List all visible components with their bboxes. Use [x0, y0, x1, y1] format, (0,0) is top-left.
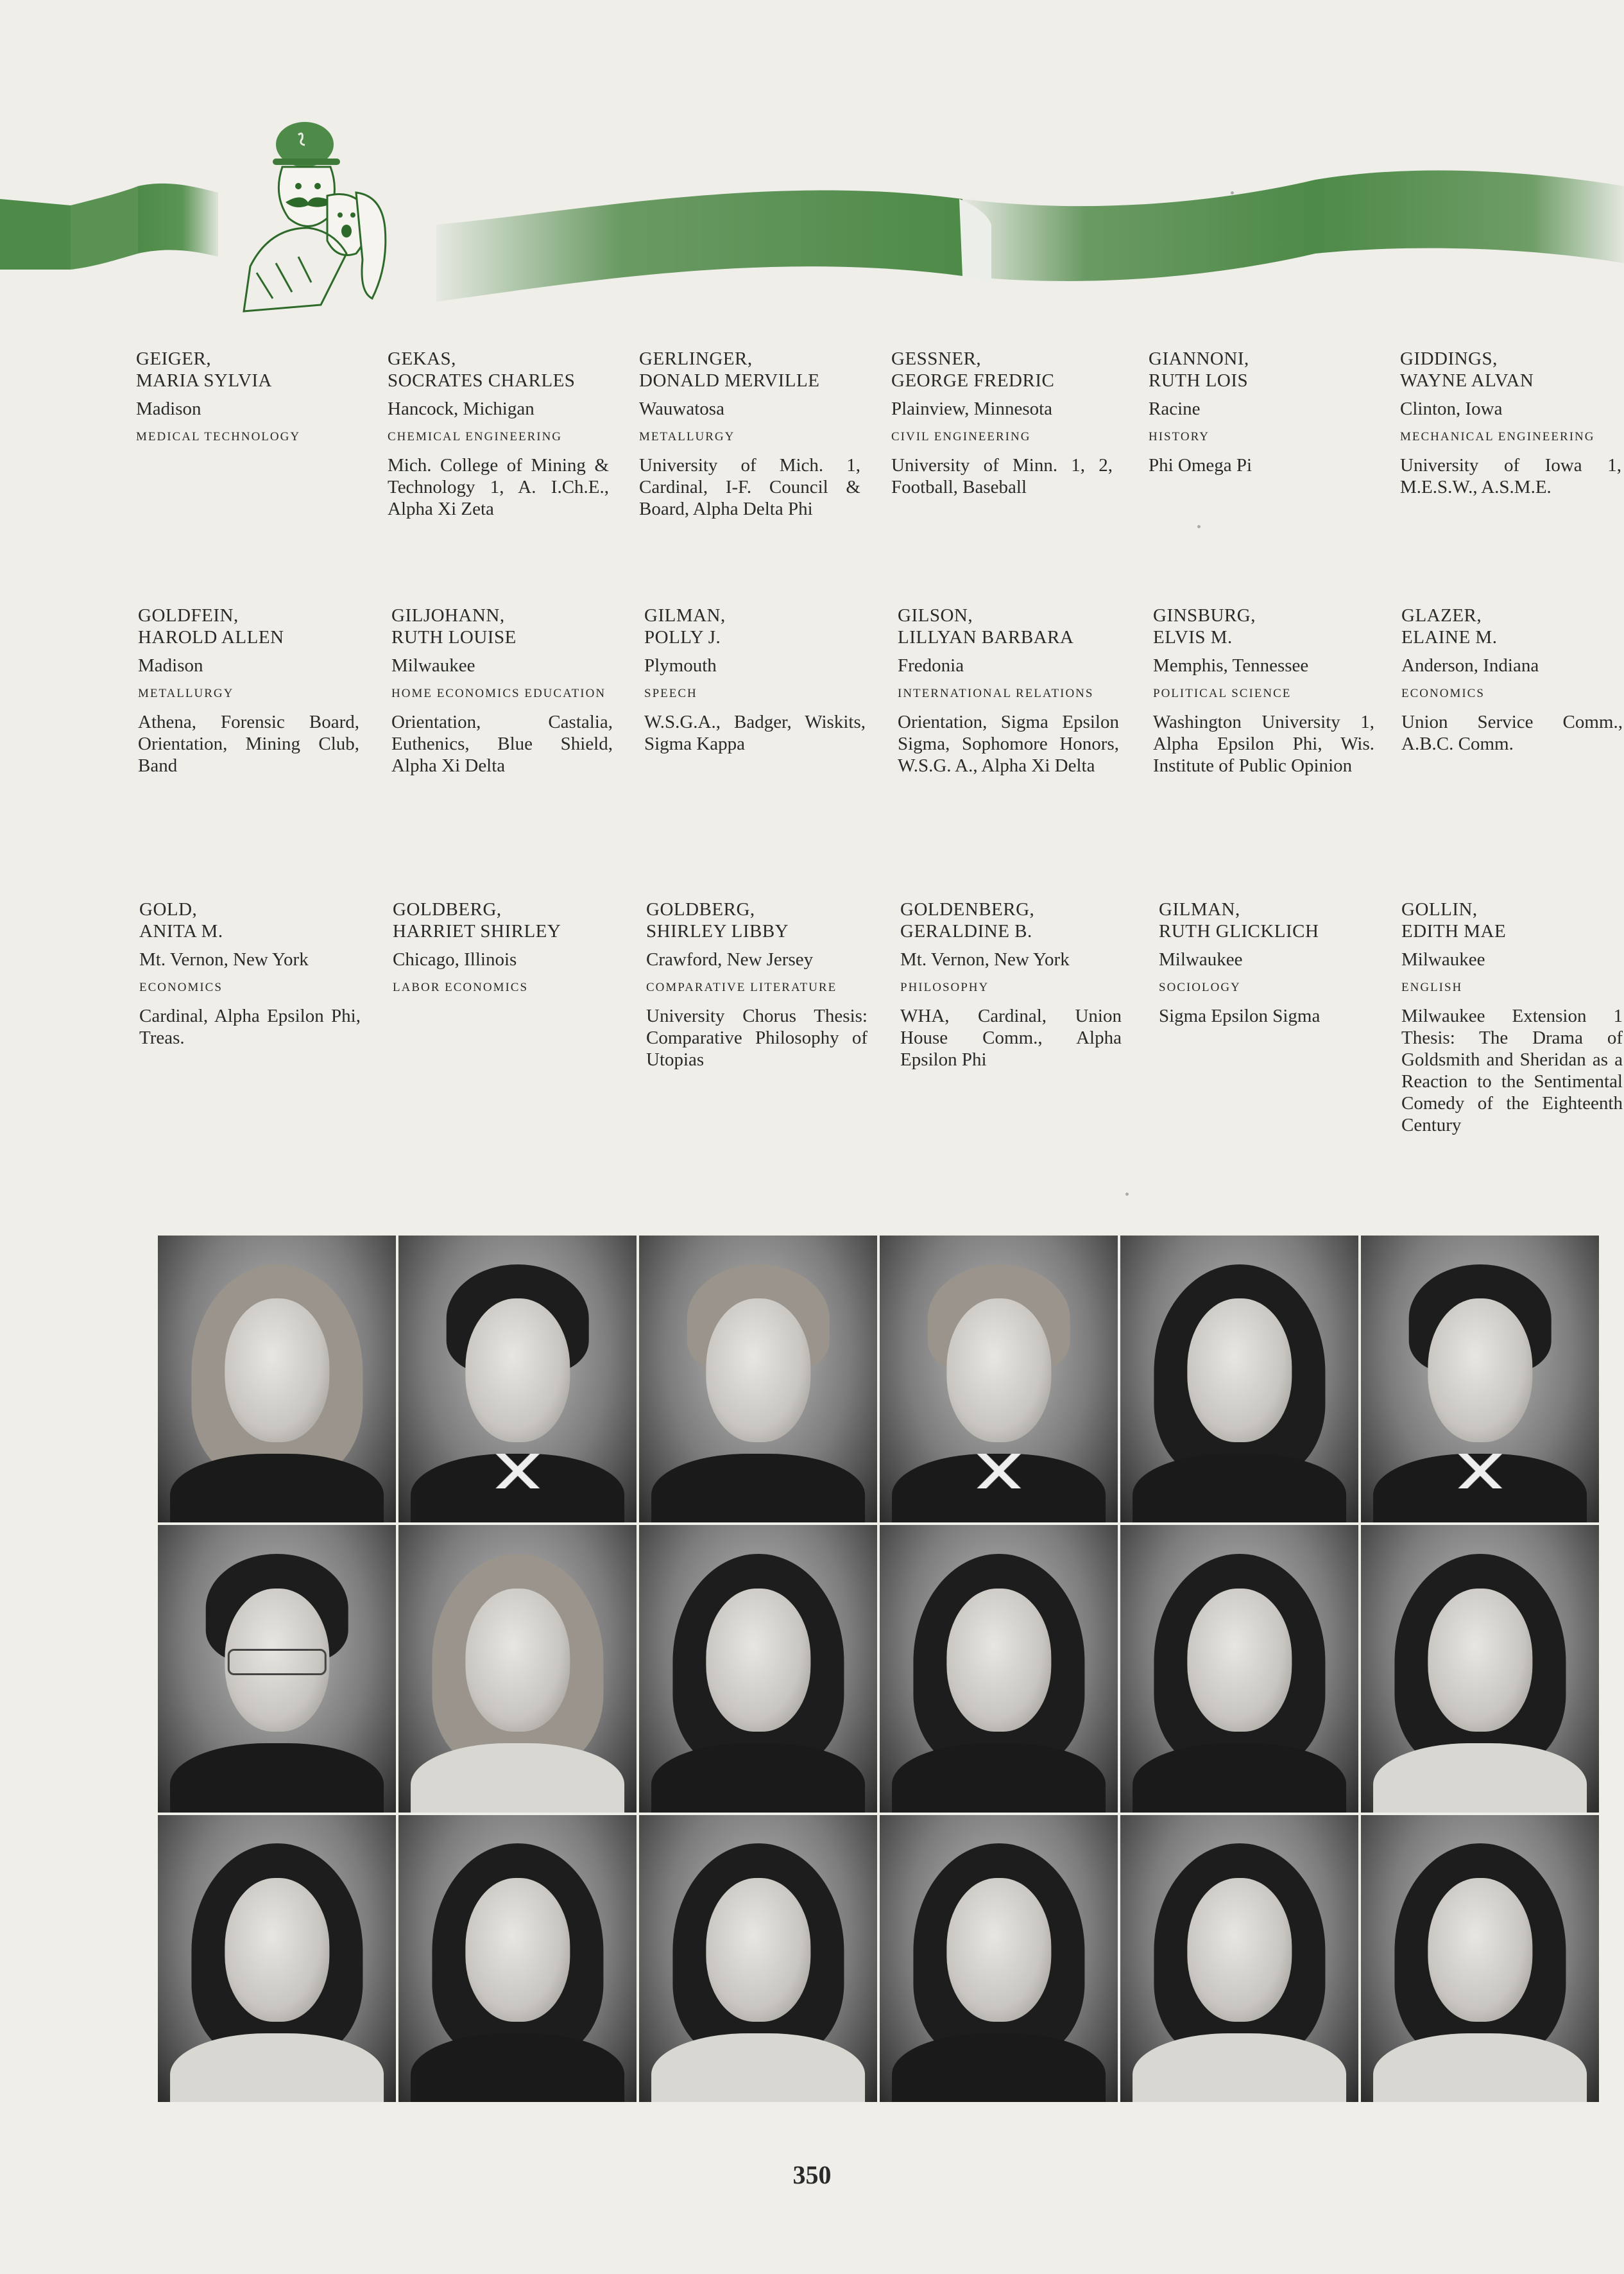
student-hometown: Wauwatosa — [639, 399, 724, 419]
student-major: HISTORY — [1149, 430, 1209, 444]
student-hometown: Racine — [1149, 399, 1201, 419]
student-name: GEKAS, SOCRATES CHARLES — [388, 349, 576, 391]
student-name: GOLDBERG, SHIRLEY LIBBY — [646, 899, 789, 942]
student-hometown: Milwaukee — [1401, 949, 1485, 970]
student-activities: Mich. College of Mining & Technology 1, A. I.Ch.E., Alpha Xi Zeta — [388, 455, 609, 519]
entry-gessner — [891, 348, 1113, 498]
entry-giljohann — [391, 605, 613, 777]
entry-goldfein — [138, 605, 359, 777]
student-major: COMPARATIVE LITERATURE — [646, 981, 837, 994]
student-name: GOLD, ANITA M. — [139, 899, 223, 942]
portrait-gessner — [880, 1236, 1118, 1522]
portrait-gollin — [1361, 1815, 1599, 2102]
portrait-gekas — [398, 1236, 637, 1522]
student-activities: Athena, Forensic Board, Orientation, Mining Club, Band — [138, 712, 359, 776]
student-hometown: Chicago, Illinois — [393, 949, 517, 970]
student-major: ECONOMICS — [139, 981, 223, 994]
portrait-goldenberg — [880, 1815, 1118, 2102]
entry-goldberg-shirley — [646, 899, 868, 1071]
student-hometown: Clinton, Iowa — [1400, 399, 1503, 419]
student-name: GILMAN, POLLY J. — [644, 605, 726, 648]
portrait-gilman-polly — [639, 1525, 877, 1812]
student-major: HOME ECONOMICS EDUCATION — [391, 687, 606, 700]
student-name: GINSBURG, ELVIS M. — [1153, 605, 1256, 648]
student-major: MEDICAL TECHNOLOGY — [136, 430, 301, 444]
student-name: GERLINGER, DONALD MERVILLE — [639, 349, 820, 391]
student-major: CIVIL ENGINEERING — [891, 430, 1031, 444]
student-activities: Milwaukee Extension 1 Thesis: The Drama of Goldsmith and Sheridan as a Reaction to the Sentimental Comedy of the Eighteenth Century — [1401, 1006, 1623, 1135]
student-major: METALLURGY — [639, 430, 735, 444]
student-activities: University Chorus Thesis: Comparative Philosophy of Utopias — [646, 1006, 868, 1070]
portrait-geiger — [158, 1236, 396, 1522]
portrait-glazer — [1361, 1525, 1599, 1812]
student-hometown: Plainview, Minnesota — [891, 399, 1053, 419]
entry-gilman-polly — [644, 605, 866, 755]
student-major: MECHANICAL ENGINEERING — [1400, 430, 1595, 444]
student-major: ECONOMICS — [1401, 687, 1485, 700]
student-major: POLITICAL SCIENCE — [1153, 687, 1292, 700]
student-name: GILJOHANN, RUTH LOUISE — [391, 605, 517, 648]
student-name: GESSNER, GEORGE FREDRIC — [891, 349, 1055, 391]
student-activities: University of Iowa 1, M.E.S.W., A.S.M.E. — [1400, 455, 1621, 497]
student-major: SPEECH — [644, 687, 697, 700]
entry-goldberg-harriet — [393, 899, 614, 1005]
paper-speck — [1197, 525, 1201, 528]
portrait-goldberg-shirley — [639, 1815, 877, 2102]
portrait-gilson — [880, 1525, 1118, 1812]
student-name: GLAZER, ELAINE M. — [1401, 605, 1498, 648]
entry-geiger — [136, 348, 357, 454]
student-name: GIDDINGS, WAYNE ALVAN — [1400, 349, 1534, 391]
student-hometown: Hancock, Michigan — [388, 399, 534, 419]
student-major: LABOR ECONOMICS — [393, 981, 529, 994]
student-activities: Phi Omega Pi — [1149, 455, 1252, 476]
student-activities: Sigma Epsilon Sigma — [1159, 1006, 1321, 1026]
entry-gollin — [1401, 899, 1623, 1136]
student-major: CHEMICAL ENGINEERING — [388, 430, 563, 444]
entry-gold — [139, 899, 361, 1049]
entry-gilson — [898, 605, 1119, 777]
entry-gekas — [388, 348, 609, 520]
student-activities: Union Service Comm., A.B.C. Comm. — [1401, 712, 1623, 754]
student-activities: Orientation, Castalia, Euthenics, Blue Shield, Alpha Xi Delta — [391, 712, 613, 776]
student-major: ENGLISH — [1401, 981, 1463, 994]
portrait-giannoni — [1120, 1236, 1358, 1522]
page-number: 350 — [792, 2160, 832, 2189]
entry-giannoni — [1149, 348, 1370, 476]
student-hometown: Madison — [136, 399, 201, 419]
student-major: SOCIOLOGY — [1159, 981, 1241, 994]
student-activities: Cardinal, Alpha Epsilon Phi, Treas. — [139, 1006, 361, 1048]
student-major: INTERNATIONAL RELATIONS — [898, 687, 1094, 700]
student-name: GOLDBERG, HARRIET SHIRLEY — [393, 899, 561, 942]
portrait-gerlinger — [639, 1236, 877, 1522]
student-activities: University of Mich. 1, Cardinal, I-F. Council & Board, Alpha Delta Phi — [639, 455, 860, 519]
man-with-derby-hat-and-child-icon — [237, 119, 423, 318]
student-name: GEIGER, MARIA SYLVIA — [136, 349, 272, 391]
portrait-giddings — [1361, 1236, 1599, 1522]
student-activities: Orientation, Sigma Epsilon Sigma, Sophomore Honors, W.S.G. A., Alpha Xi Delta — [898, 712, 1119, 776]
student-name: GOLDENBERG, GERALDINE B. — [900, 899, 1035, 942]
entry-gilman-ruth — [1159, 899, 1380, 1027]
student-name: GOLLIN, EDITH MAE — [1401, 899, 1507, 942]
student-activities: Washington University 1, Alpha Epsilon Phi, Wis. Institute of Public Opinion — [1153, 712, 1374, 776]
student-major: METALLURGY — [138, 687, 234, 700]
entry-gerlinger — [639, 348, 860, 520]
student-name: GILSON, LILLYAN BARBARA — [898, 605, 1074, 648]
student-hometown: Crawford, New Jersey — [646, 949, 814, 970]
student-hometown: Memphis, Tennessee — [1153, 655, 1309, 676]
student-activities: University of Minn. 1, 2, Football, Baseball — [891, 455, 1113, 497]
student-hometown: Plymouth — [644, 655, 717, 676]
portrait-ginsburg — [1120, 1525, 1358, 1812]
student-hometown: Anderson, Indiana — [1401, 655, 1539, 676]
portrait-goldfein — [158, 1525, 396, 1812]
portrait-giljohann — [398, 1525, 637, 1812]
student-activities: WHA, Cardinal, Union House Comm., Alpha Epsilon Phi — [900, 1006, 1122, 1070]
student-hometown: Mt. Vernon, New York — [139, 949, 309, 970]
portrait-gold — [158, 1815, 396, 2102]
student-name: GILMAN, RUTH GLICKLICH — [1159, 899, 1319, 942]
portrait-gilman-ruth — [1120, 1815, 1358, 2102]
student-hometown: Fredonia — [898, 655, 964, 676]
entry-giddings — [1400, 348, 1621, 498]
student-activities: W.S.G.A., Badger, Wiskits, Sigma Kappa — [644, 712, 866, 754]
student-major: PHILOSOPHY — [900, 981, 989, 994]
student-hometown: Mt. Vernon, New York — [900, 949, 1070, 970]
student-hometown: Madison — [138, 655, 203, 676]
student-hometown: Milwaukee — [1159, 949, 1243, 970]
entry-goldenberg — [900, 899, 1122, 1071]
portrait-grid — [158, 1236, 1599, 2102]
student-name: GOLDFEIN, HAROLD ALLEN — [138, 605, 284, 648]
paper-speck — [1231, 191, 1234, 194]
paper-speck — [1125, 1193, 1129, 1196]
student-name: GIANNONI, RUTH LOIS — [1149, 349, 1249, 391]
entry-ginsburg — [1153, 605, 1374, 777]
portrait-goldberg-harriet — [398, 1815, 637, 2102]
entry-glazer — [1401, 605, 1623, 755]
student-hometown: Milwaukee — [391, 655, 475, 676]
